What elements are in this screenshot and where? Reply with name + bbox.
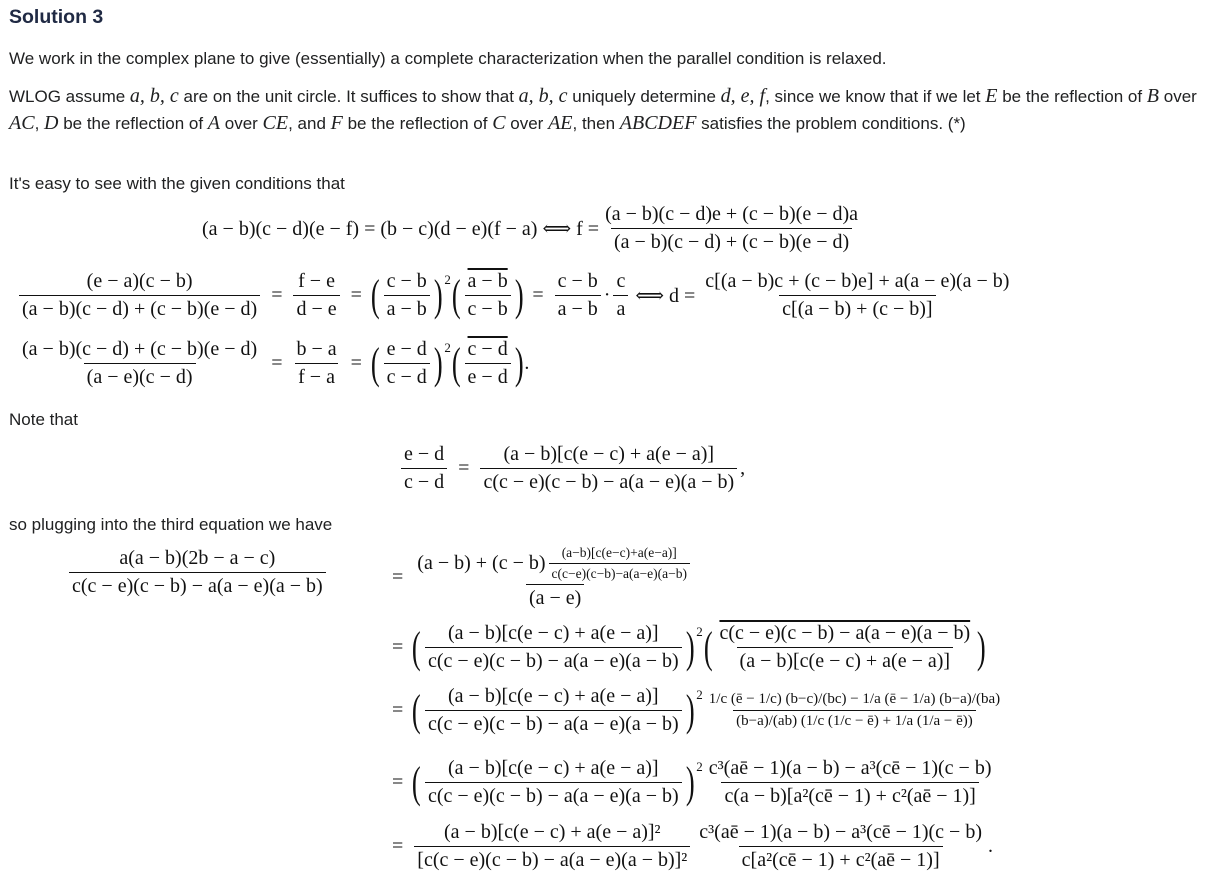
math-F: F (330, 112, 343, 134)
math-AE: AE (548, 112, 573, 134)
fraction: $\frac{(a - b)(c - d)e + (c - b)(e - d)a}{(a - b)(c - d) + (c - b)(e - d)}$ (605, 203, 859, 253)
intro-paragraph: We work in the complex plane to give (essentially) a complete characterization when the parallel condition is relaxed. (9, 49, 887, 68)
section-heading: Solution 3 (9, 6, 104, 28)
wlog-paragraph: WLOG assume a, b, c are on the unit circle. It suffices to show that a, b, c uniquely determine d, e, f, since we know that if we let E be the reflection of B over AC, D be the reflection of A over CE, and F be the reflection of C over AE, then ABCDEF satisfies the problem conditions. (*) (9, 85, 1197, 134)
math-D: D (44, 112, 59, 134)
equation-line-5: = $\frac{\text{(a − b)[c(e − c) + a(e − a)]²}}{\text{[c(c − e)(c − b) − a(a − e)(a − b)]²}}$ $\frac{\text{c³(aē − 1)(a − b) − a³(cē − 1)(c − b)}}{\text{c[a²(cē − 1) + c²(aē − 1)]}}$ . (392, 821, 993, 871)
plug-paragraph: so plugging into the third equation we have (9, 515, 333, 534)
math-ABCDEF: ABCDEF (619, 112, 697, 134)
easy-paragraph: It's easy to see with the given conditions that (9, 174, 345, 193)
equation-third: $\frac{(a - b)(c - d) + (c - b)(e - d)}{(a - e)(c - d)}$ = $\frac{b - a}{f - a}$ = ( $\frac{e - d}{c - d}$ ) 2 ( $\frac{c - d}{e - d}$ ) . (22, 338, 530, 388)
math-B: B (1146, 85, 1160, 107)
equation-d: $\frac{(e - a)(c - b)}{(a - b)(c - d) + (c - b)(e - d)}$ = $\frac{f - e}{d - e}$ = ( $\frac{c - b}{a - b}$ ) 2 ( $\frac{a - b}{c - b}$ ) = $\frac{c - b}{a - b}$ · $\frac{c}{a}$ ⟺ d = $\frac{c[(a - b)c + (c - b)e] + a(a - e)(a - b)}{c[(a - b) + (c - b)]}$ (16, 270, 1015, 321)
math-abc: a, b, c (129, 85, 179, 107)
math-AC: AC (9, 112, 35, 134)
equation-ratio: $\frac{e - d}{c - d}$ = $\frac{(a - b)[c(e - c) + a(e - a)]}{c(c - e)(c - b) - a(a - e)(a - b)}$ , (398, 443, 745, 494)
math-E: E (985, 85, 998, 107)
equation-line-4: = ( $\frac{(a - b)[c(e - c) + a(e - a)]}{c(c - e)(c - b) - a(a - e)(a - b)}$ ) 2 $\frac{\text{c³(aē − 1)(a − b) − a³(cē − 1)(c − b)}}{\text{c(a − b)[a²(cē − 1) + c²(aē − 1)]}}$ (392, 757, 992, 807)
equation-line-3: = ( $\frac{(a - b)[c(e - c) + a(e - a)]}{c(c - e)(c - b) - a(a - e)(a - b)}$ ) 2 $\frac{1/c (ē - 1/c) (b-c)/(bc) - 1/a (ē - 1/a) (b-a)/(ba)}{(b-a)/(ab) (1/c (1/c - ē) + 1/a (1/a - ē))}$ (392, 685, 1001, 735)
equation-line-1: = (a − b) + (c − b) $\frac{(a-b)[c(e-c)+a(e-a)]}{c(c-e)(c-b)-a(a-e)(a-b)}$ (a − e) (392, 545, 699, 610)
math-abc-2: a, b, c (518, 85, 568, 107)
equation-lhs: $\frac{a(a - b)(2b - a - c)}{c(c - e)(c - b) - a(a - e)(a - b)}$ (66, 547, 329, 598)
math-C: C (492, 112, 506, 134)
math-A: A (207, 112, 221, 134)
note-paragraph: Note that (9, 410, 78, 429)
equation-line-2: = ( $\frac{(a - b)[c(e - c) + a(e - a)]}{c(c - e)(c - b) - a(a - e)(a - b)}$ ) 2 ( $\frac{c(c - e)(c - b) - a(a - e)(a - b)}{(a - b)[c(e - c) + a(e - a)]}$ ) (392, 622, 986, 672)
math-def: d, e, f (720, 85, 766, 107)
math-CE: CE (262, 112, 289, 134)
equation-f: (a − b)(c − d)(e − f) = (b − c)(d − e)(f − a) ⟺ f = $\frac{(a - b)(c - d)e + (c - b)(e - d)a}{(a - b)(c - d) + (c - b)(e - d)}$ (202, 203, 864, 254)
